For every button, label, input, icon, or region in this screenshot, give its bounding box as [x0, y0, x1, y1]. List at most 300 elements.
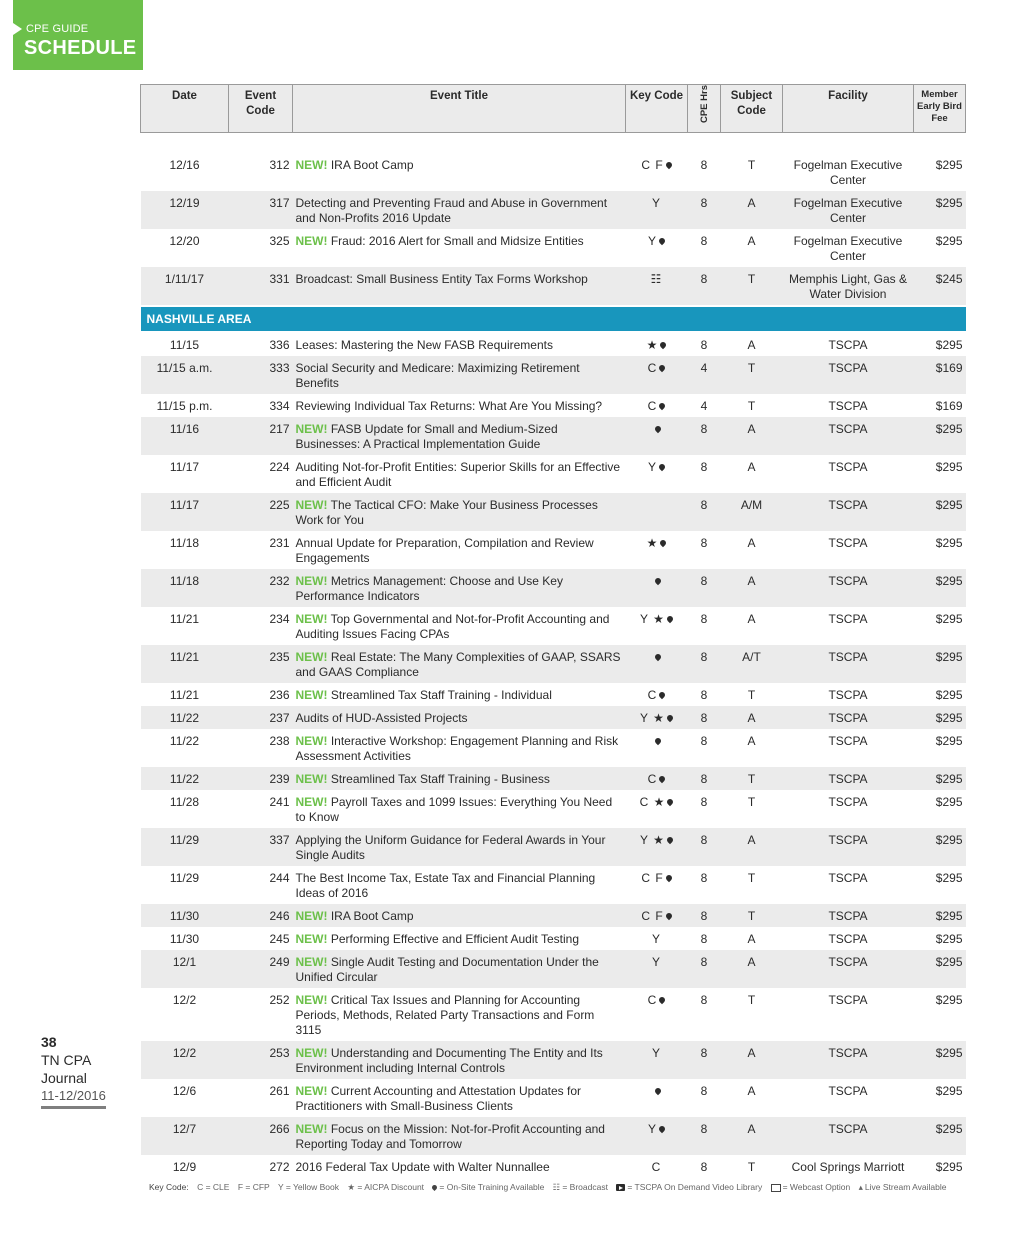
event-title	[293, 1117, 626, 1155]
key-code-text: Y	[651, 1046, 661, 1060]
pin-icon	[659, 539, 667, 547]
table-row	[141, 1079, 966, 1117]
facility: Fogelman Executive Center	[783, 153, 914, 191]
schedule-badge	[13, 0, 143, 70]
facility: TSCPA	[783, 645, 914, 683]
table-row	[141, 417, 966, 455]
member-fee: $295	[914, 904, 966, 927]
key-code	[626, 229, 688, 267]
event-title-text: The Tactical CFO: Make Your Business Processes Work for You	[295, 498, 598, 527]
pin-icon	[653, 425, 661, 433]
pin-icon	[653, 653, 661, 661]
key-code	[626, 1117, 688, 1155]
member-fee: $295	[914, 332, 966, 356]
event-date: 11/17	[141, 493, 229, 531]
key-code-text: C	[647, 399, 658, 413]
event-title-text: Fraud: 2016 Alert for Small and Midsize Entities	[330, 234, 584, 248]
event-title	[293, 729, 626, 767]
member-fee: $295	[914, 417, 966, 455]
event-code: 272	[229, 1155, 293, 1178]
subject-code: T	[721, 988, 783, 1041]
key-code-text: C ★	[639, 795, 666, 809]
member-fee: $295	[914, 988, 966, 1041]
legend-livestream: Live Stream Available	[864, 1182, 947, 1192]
member-fee: $295	[914, 927, 966, 950]
event-date: 12/20	[141, 229, 229, 267]
event-title-text: Payroll Taxes and 1099 Issues: Everything You Need to Know	[295, 795, 613, 824]
key-code-text: C F	[641, 909, 664, 923]
member-fee: $295	[914, 229, 966, 267]
event-date: 1/11/17	[141, 267, 229, 306]
pin-icon	[664, 161, 672, 169]
event-code: 238	[229, 729, 293, 767]
cpe-hours: 8	[688, 767, 721, 790]
event-code: 331	[229, 267, 293, 306]
member-fee: $245	[914, 267, 966, 306]
member-fee: $295	[914, 531, 966, 569]
cpe-hours: 8	[688, 455, 721, 493]
subject-code: T	[721, 1155, 783, 1178]
key-code-text: Y	[647, 460, 657, 474]
event-title	[293, 988, 626, 1041]
facility: TSCPA	[783, 394, 914, 417]
key-code-text: C	[647, 688, 658, 702]
event-title-text: Leases: Mastering the New FASB Requirements	[295, 338, 553, 352]
table-row	[141, 607, 966, 645]
livestream-icon: ▴	[858, 1182, 863, 1193]
facility: TSCPA	[783, 1117, 914, 1155]
event-code: 225	[229, 493, 293, 531]
new-tag: NEW!	[295, 993, 328, 1007]
event-code: 336	[229, 332, 293, 356]
nashville-rows	[141, 332, 966, 1178]
event-code: 231	[229, 531, 293, 569]
event-date: 12/1	[141, 950, 229, 988]
section-header-row	[141, 306, 966, 332]
key-code-text: Y	[651, 932, 661, 946]
cpe-hours: 8	[688, 683, 721, 706]
cpe-hours: 8	[688, 1041, 721, 1079]
subject-code: A	[721, 191, 783, 229]
legend-yellow-book: Y = Yellow Book	[277, 1182, 339, 1192]
cpe-hours: 8	[688, 493, 721, 531]
key-code	[626, 706, 688, 729]
event-title-text: Reviewing Individual Tax Returns: What Are You Missing?	[295, 399, 603, 413]
page-footer-info	[41, 1033, 106, 1109]
col-code: Event Code	[229, 85, 293, 133]
event-title	[293, 1041, 626, 1079]
member-fee: $295	[914, 569, 966, 607]
key-code-text: ☷	[650, 272, 663, 286]
facility: TSCPA	[783, 356, 914, 394]
facility: TSCPA	[783, 493, 914, 531]
event-title-text: FASB Update for Small and Medium-Sized Businesses: A Practical Implementation Guide	[295, 422, 558, 451]
event-title-text: Current Accounting and Attestation Updates for Practitioners with Small-Business Clients	[295, 1084, 581, 1113]
col-key: Key Code	[626, 85, 688, 133]
cpe-hours: 8	[688, 645, 721, 683]
cpe-hours: 8	[688, 191, 721, 229]
member-fee: $295	[914, 1155, 966, 1178]
key-code-text: Y ★	[640, 833, 665, 847]
facility: TSCPA	[783, 988, 914, 1041]
event-code: 241	[229, 790, 293, 828]
event-title	[293, 356, 626, 394]
pin-icon	[664, 912, 672, 920]
key-code	[626, 729, 688, 767]
table-row	[141, 455, 966, 493]
event-title-text: Applying the Uniform Guidance for Federal Awards in Your Single Audits	[295, 833, 606, 862]
event-title-text: Critical Tax Issues and Planning for Accounting Periods, Methods, Related Party Transactions and Form 3115	[295, 993, 595, 1037]
event-date: 11/22	[141, 729, 229, 767]
event-code: 252	[229, 988, 293, 1041]
event-date: 11/22	[141, 706, 229, 729]
key-code-text: C	[647, 993, 658, 1007]
new-tag: NEW!	[295, 498, 328, 512]
pin-icon	[666, 615, 674, 623]
subject-code: T	[721, 394, 783, 417]
key-code	[626, 267, 688, 306]
table-header-row	[141, 85, 966, 133]
facility: TSCPA	[783, 904, 914, 927]
event-date: 12/7	[141, 1117, 229, 1155]
event-date: 11/30	[141, 904, 229, 927]
member-fee: $295	[914, 1117, 966, 1155]
new-tag: NEW!	[295, 1122, 328, 1136]
event-code: 312	[229, 153, 293, 191]
table-row	[141, 493, 966, 531]
member-fee: $295	[914, 493, 966, 531]
event-code: 236	[229, 683, 293, 706]
event-date: 12/16	[141, 153, 229, 191]
cpe-hours: 8	[688, 927, 721, 950]
key-code	[626, 767, 688, 790]
key-code-text: ★	[646, 536, 659, 550]
cpe-hours: 8	[688, 607, 721, 645]
event-code: 217	[229, 417, 293, 455]
new-tag: NEW!	[295, 1046, 328, 1060]
event-title-text: Broadcast: Small Business Entity Tax Forms Workshop	[295, 272, 588, 286]
facility: TSCPA	[783, 828, 914, 866]
subject-code: A	[721, 706, 783, 729]
facility: TSCPA	[783, 455, 914, 493]
key-code	[626, 866, 688, 904]
cpe-hours: 8	[688, 988, 721, 1041]
key-code	[626, 904, 688, 927]
legend-webcast: = Webcast Option	[782, 1182, 851, 1192]
cpe-hours: 8	[688, 569, 721, 607]
cpe-hours: 8	[688, 729, 721, 767]
member-fee: $295	[914, 683, 966, 706]
event-title	[293, 790, 626, 828]
legend-broadcast: = Broadcast	[562, 1182, 608, 1192]
pin-icon	[659, 341, 667, 349]
event-date: 11/29	[141, 866, 229, 904]
pin-icon	[658, 691, 666, 699]
section-title: NASHVILLE AREA	[141, 306, 966, 332]
key-code	[626, 988, 688, 1041]
event-date: 11/18	[141, 569, 229, 607]
subject-code: A	[721, 1079, 783, 1117]
key-code	[626, 1041, 688, 1079]
event-date: 12/2	[141, 988, 229, 1041]
cpe-hours: 8	[688, 790, 721, 828]
event-date: 12/6	[141, 1079, 229, 1117]
member-fee: $169	[914, 394, 966, 417]
event-title-text: Single Audit Testing and Documentation Under the Unified Circular	[295, 955, 599, 984]
col-subject: Subject Code	[721, 85, 783, 133]
badge-title: SCHEDULE	[24, 37, 137, 59]
event-title	[293, 417, 626, 455]
table-row	[141, 683, 966, 706]
pin-icon	[653, 737, 661, 745]
legend-onsite: = On-Site Training Available	[439, 1182, 545, 1192]
facility: Memphis Light, Gas & Water Division	[783, 267, 914, 306]
event-title-text: Annual Update for Preparation, Compilation and Review Engagements	[295, 536, 594, 565]
legend-label: Key Code:	[149, 1182, 189, 1192]
event-title	[293, 645, 626, 683]
video-icon	[616, 1184, 625, 1191]
facility: TSCPA	[783, 1041, 914, 1079]
key-code-text: C F	[641, 158, 664, 172]
facility: TSCPA	[783, 767, 914, 790]
key-code-legend	[149, 1182, 953, 1193]
event-code: 237	[229, 706, 293, 729]
legend-aicpa: ★ = AICPA Discount	[347, 1182, 425, 1192]
member-fee: $295	[914, 191, 966, 229]
facility: Cool Springs Marriott	[783, 1155, 914, 1178]
facility: TSCPA	[783, 706, 914, 729]
key-code	[626, 531, 688, 569]
pin-icon	[653, 577, 661, 585]
subject-code: T	[721, 683, 783, 706]
table-row	[141, 531, 966, 569]
cpe-hours: 8	[688, 828, 721, 866]
key-code-text: Y	[647, 234, 657, 248]
event-code: 224	[229, 455, 293, 493]
member-fee: $295	[914, 790, 966, 828]
member-fee: $295	[914, 767, 966, 790]
member-fee: $295	[914, 729, 966, 767]
subject-code: A	[721, 569, 783, 607]
member-fee: $295	[914, 645, 966, 683]
pin-icon	[658, 364, 666, 372]
event-code: 246	[229, 904, 293, 927]
subject-code: A	[721, 531, 783, 569]
table-row	[141, 569, 966, 607]
cpe-hours: 8	[688, 904, 721, 927]
subject-code: A	[721, 455, 783, 493]
cpe-hours: 4	[688, 394, 721, 417]
table-row	[141, 988, 966, 1041]
key-code-text: Y	[651, 955, 661, 969]
event-title	[293, 767, 626, 790]
new-tag: NEW!	[295, 955, 328, 969]
new-tag: NEW!	[295, 574, 328, 588]
event-date: 11/18	[141, 531, 229, 569]
new-tag: NEW!	[295, 422, 328, 436]
subject-code: T	[721, 904, 783, 927]
event-title	[293, 950, 626, 988]
key-code	[626, 1079, 688, 1117]
event-code: 334	[229, 394, 293, 417]
event-title	[293, 493, 626, 531]
key-code	[626, 1155, 688, 1178]
event-title-text: Social Security and Medicare: Maximizing Retirement Benefits	[295, 361, 580, 390]
event-date: 11/21	[141, 645, 229, 683]
event-title-text: Detecting and Preventing Fraud and Abuse in Government and Non-Profits 2016 Update	[295, 196, 608, 225]
table-row	[141, 729, 966, 767]
key-code-text: ★	[646, 338, 659, 352]
event-date: 11/21	[141, 607, 229, 645]
pin-icon	[666, 798, 674, 806]
table-row	[141, 356, 966, 394]
facility: TSCPA	[783, 1079, 914, 1117]
event-title	[293, 332, 626, 356]
key-code	[626, 191, 688, 229]
new-tag: NEW!	[295, 650, 328, 664]
event-title-text: Auditing Not-for-Profit Entities: Superior Skills for an Effective and Efficient Audit	[295, 460, 621, 489]
key-code-text: Y ★	[640, 612, 665, 626]
key-code	[626, 493, 688, 531]
new-tag: NEW!	[295, 612, 328, 626]
event-title-text: The Best Income Tax, Estate Tax and Financial Planning Ideas of 2016	[295, 871, 596, 900]
event-title-text: Metrics Management: Choose and Use Key Performance Indicators	[295, 574, 563, 603]
event-date: 11/29	[141, 828, 229, 866]
member-fee: $295	[914, 950, 966, 988]
event-title	[293, 607, 626, 645]
event-date: 12/19	[141, 191, 229, 229]
table-row	[141, 927, 966, 950]
facility: Fogelman Executive Center	[783, 229, 914, 267]
event-title	[293, 1079, 626, 1117]
event-date: 11/28	[141, 790, 229, 828]
facility: TSCPA	[783, 729, 914, 767]
cpe-hours: 8	[688, 153, 721, 191]
table-row	[141, 1041, 966, 1079]
key-code	[626, 569, 688, 607]
key-code	[626, 153, 688, 191]
new-tag: NEW!	[295, 234, 328, 248]
page-number: 38	[41, 1034, 57, 1050]
table-row	[141, 1117, 966, 1155]
event-code: 245	[229, 927, 293, 950]
event-title	[293, 927, 626, 950]
pin-icon	[658, 996, 666, 1004]
col-facility: Facility	[783, 85, 914, 133]
publication-name: TN CPA	[41, 1052, 92, 1068]
key-code	[626, 683, 688, 706]
event-code: 239	[229, 767, 293, 790]
table-row	[141, 1155, 966, 1178]
subject-code: A	[721, 1117, 783, 1155]
key-code	[626, 455, 688, 493]
event-date: 11/15	[141, 332, 229, 356]
facility: TSCPA	[783, 866, 914, 904]
event-date: 11/16	[141, 417, 229, 455]
table-row	[141, 153, 966, 191]
event-title	[293, 1155, 626, 1178]
pin-icon	[658, 463, 666, 471]
legend-cfp: F = CFP	[237, 1182, 270, 1192]
event-code: 317	[229, 191, 293, 229]
new-tag: NEW!	[295, 158, 328, 172]
event-date: 12/9	[141, 1155, 229, 1178]
event-code: 266	[229, 1117, 293, 1155]
facility: TSCPA	[783, 531, 914, 569]
cpe-hours: 8	[688, 706, 721, 729]
table-row	[141, 904, 966, 927]
facility: TSCPA	[783, 417, 914, 455]
subject-code: T	[721, 790, 783, 828]
key-code	[626, 417, 688, 455]
event-title	[293, 683, 626, 706]
event-date: 11/15 a.m.	[141, 356, 229, 394]
event-title	[293, 153, 626, 191]
col-title: Event Title	[293, 85, 626, 133]
event-title	[293, 229, 626, 267]
event-title	[293, 866, 626, 904]
pin-icon	[658, 237, 666, 245]
col-date: Date	[141, 85, 229, 133]
facility: TSCPA	[783, 683, 914, 706]
event-title-text: Interactive Workshop: Engagement Planning and Risk Assessment Activities	[295, 734, 619, 763]
event-title-text: Audits of HUD-Assisted Projects	[295, 711, 468, 725]
table-row	[141, 706, 966, 729]
key-code-text: Y	[651, 196, 661, 210]
event-title	[293, 394, 626, 417]
pin-icon	[666, 836, 674, 844]
facility: Fogelman Executive Center	[783, 191, 914, 229]
cpe-hours: 4	[688, 356, 721, 394]
cpe-hours: 8	[688, 1155, 721, 1178]
event-title	[293, 828, 626, 866]
event-code: 249	[229, 950, 293, 988]
event-date: 11/30	[141, 927, 229, 950]
event-title	[293, 267, 626, 306]
cpe-hours: 8	[688, 1079, 721, 1117]
subject-code: A	[721, 828, 783, 866]
pin-icon	[653, 1087, 661, 1095]
event-code: 235	[229, 645, 293, 683]
facility: TSCPA	[783, 332, 914, 356]
event-title	[293, 904, 626, 927]
schedule-table	[140, 84, 966, 1178]
event-code: 234	[229, 607, 293, 645]
event-title	[293, 455, 626, 493]
table-row	[141, 394, 966, 417]
event-code: 333	[229, 356, 293, 394]
event-code: 325	[229, 229, 293, 267]
facility: TSCPA	[783, 927, 914, 950]
member-fee: $295	[914, 455, 966, 493]
event-title-text: Streamlined Tax Staff Training - Business	[330, 772, 550, 786]
member-fee: $295	[914, 706, 966, 729]
key-code	[626, 607, 688, 645]
table-row	[141, 645, 966, 683]
pin-icon	[664, 874, 672, 882]
facility: TSCPA	[783, 950, 914, 988]
broadcast-icon: ☷	[552, 1182, 561, 1193]
table-row	[141, 950, 966, 988]
key-code	[626, 828, 688, 866]
new-tag: NEW!	[295, 772, 328, 786]
key-code-text: Y	[647, 1122, 657, 1136]
nashville-section	[141, 306, 966, 332]
key-code-text: Y ★	[640, 711, 665, 725]
legend-cle: C = CLE	[197, 1182, 230, 1192]
subject-code: A	[721, 950, 783, 988]
new-tag: NEW!	[295, 734, 328, 748]
